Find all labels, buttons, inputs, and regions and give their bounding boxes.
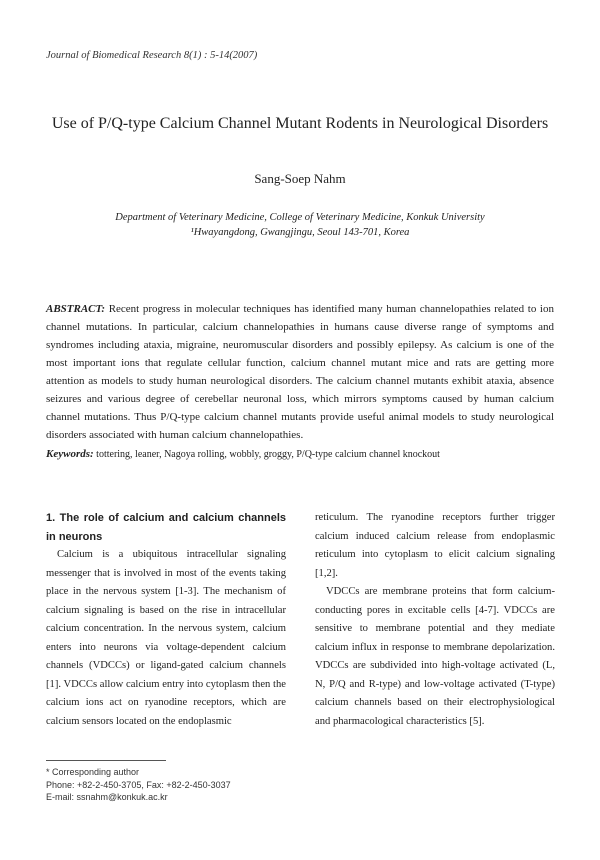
keywords-text: tottering, leaner, Nagoya rolling, wobbly, groggy, P/Q-type calcium channel knockout bbox=[96, 449, 440, 460]
abstract bbox=[46, 300, 554, 444]
footnote-email: E-mail: ssnahm@konkuk.ac.kr bbox=[46, 792, 168, 802]
footnote-phone: Phone: +82-2-450-3705, Fax: +82-2-450-3037 bbox=[46, 779, 231, 790]
abstract-label: ABSTRACT: bbox=[46, 303, 106, 315]
section-heading: 1. The role of calcium and calcium channels in neurons bbox=[46, 512, 286, 543]
footnote-divider bbox=[46, 760, 166, 761]
body-paragraph-continued: reticulum. The ryanodine receptors further trigger calcium induced calcium release from endoplasmic reticulum into cytoplasm to elicit calcium signaling [1,2]. bbox=[315, 512, 555, 579]
affiliation bbox=[0, 210, 600, 240]
keywords bbox=[46, 448, 554, 460]
author-name: Sang-Soep Nahm bbox=[254, 171, 346, 186]
footnote bbox=[46, 766, 231, 804]
right-column bbox=[315, 509, 555, 731]
left-column bbox=[46, 509, 286, 731]
keywords-label: Keywords: bbox=[46, 448, 94, 460]
footnote-corresponding: * Corresponding author bbox=[46, 767, 140, 777]
affiliation-line-2: ¹Hwayangdong, Gwangjingu, Seoul 143-701, Korea bbox=[190, 227, 410, 238]
abstract-text: Recent progress in molecular techniques has identified many human channelopathies related to ion channel mutations. In particular, calcium channelopathies in humans cause diverse range of symptoms and syndromes including ataxia, migraine, neuromuscular disorders and possibly epilepsy. As calcium is one of the most important ions that regulate cellular function, calcium channel mutant mice and rats are getting more attention as models to study human neurological disorders. The calcium channel mutants exhibit ataxia, absence seizures and various degree of cerebellar neuronal loss, which mirrors symptoms caused by human calcium channel mutations. Thus P/Q-type calcium channel mutants provide useful animal models to study neurological disorders associated with human calcium channelopathies. bbox=[46, 303, 554, 441]
body-paragraph: VDCCs are membrane proteins that form calcium-conducting pores in excitable cells [4-7]. VDCCs are sensitive to membrane potential and they mediate calcium influx in response to membrane depolarization. VDCCs are subdivided into high-voltage activated (L, N, P/Q and R-type) and low-voltage activated (T-type) calcium channels based on their electrophysiological and pharmacological characteristics [5]. bbox=[315, 586, 555, 727]
paper-title: Use of P/Q-type Calcium Channel Mutant Rodents in Neurological Disorders bbox=[51, 115, 549, 132]
journal-citation: Journal of Biomedical Research 8(1) : 5-14(2007) bbox=[46, 50, 258, 61]
body-paragraph: Calcium is a ubiquitous intracellular signaling messenger that is involved in most of the events taking place in the nervous system [1-3]. The mechanism of calcium signaling is based on the rise in intracellular calcium concentration. In the nervous system, calcium enters into neurons via voltage-dependent calcium channels (VDCCs) or ligand-gated calcium channels [1]. VDCCs allow calcium entry into cytoplasm then the calcium ions act on ryanodine receptors, which are calcium sensors located on the endoplasmic bbox=[46, 549, 286, 727]
affiliation-line-1: Department of Veterinary Medicine, College of Veterinary Medicine, Konkuk University bbox=[115, 212, 485, 223]
